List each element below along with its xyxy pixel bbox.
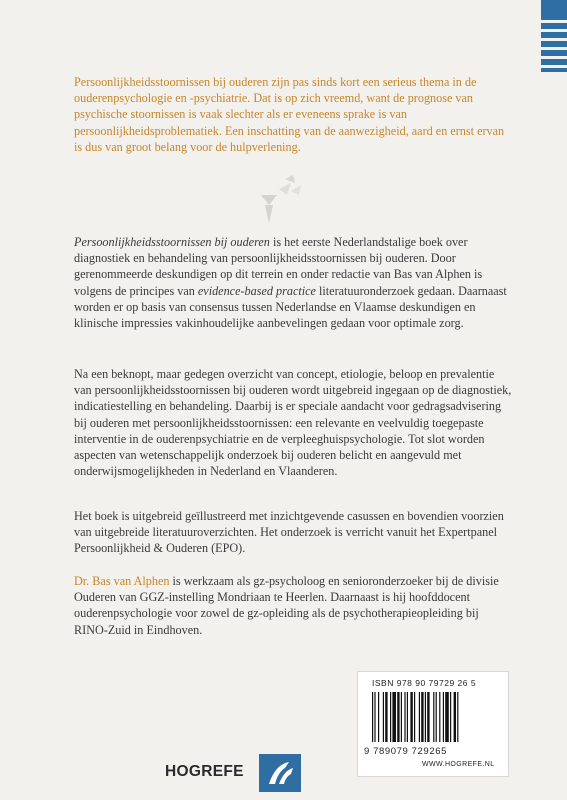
content-paragraph: Na een beknopt, maar gedegen overzicht van concept, etiologie, beloop en prevalentie van persoonlijkheidsstoornissen bij ouderen wordt uitgebreid ingegaan op de diagnostiek, indicatiestelling en behandeling. Daarbij is er speciale aandacht voor gedragsadvisering bij ouderen met persoonlijkheidsstoornissen: een relevante en veelvuldig toegepaste interventie in de ouderenpsychiatrie en de verpleeghuispsychologie. Tot slot worden aspecten van wetenschappelijk onderzoek bij ouderen belicht en aangevuld met onderwijsmogelijkheden in Nederland en Vlaanderen. <box>74 367 512 479</box>
book-title: Persoonlijkheidsstoornissen bij ouderen <box>74 235 270 249</box>
barcode-box <box>357 671 509 777</box>
publisher-name: HOGREFE <box>165 763 244 780</box>
tangram-motif-icon <box>255 175 305 225</box>
intro-paragraph: Persoonlijkheidsstoornissen bij ouderen zijn pas sinds kort een serieus thema in de ouderenpsychologie en -psychiatrie. Dat is op zich vreemd, want de prognose van psychische stoornissen is vaak slechter als er eveneens sprake is van persoonlijkheidsproblematiek. Een inschatting van de aanwezigheid, aard en ernst ervan is dus van groot belang voor de hulpverlening. <box>74 75 505 154</box>
author-name: Dr. Bas van Alphen <box>74 574 170 588</box>
isbn-label: ISBN 978 90 79729 26 5 <box>372 678 477 688</box>
barcode-bars <box>372 692 494 742</box>
author-paragraph: Dr. Bas van Alphen is werkzaam als gz-psycholoog en senioronderzoeker bij de divisie Ouderen van GGZ-instelling Mondriaan te Heerlen. Daarnaast is hij hoofddocent ouderenpsychologie voor zowel de gz-opleiding als de psychotherapieopleiding bij RINO-Zuid in Eindhoven. <box>74 574 499 637</box>
publisher-website: WWW.HOGREFE.NL <box>422 761 495 768</box>
ean-number: 9 789079 729265 <box>364 746 447 757</box>
corner-stripe-tab <box>541 0 567 72</box>
illustration-paragraph: Het boek is uitgebreid geïllustreerd met inzichtgevende casussen en bovendien voorzien van uitgebreide literatuuroverzichten. Het onderzoek is verricht vanuit het Expertpanel Persoonlijkheid & Ouderen (EPO). <box>74 509 504 556</box>
description-paragraph: Persoonlijkheidsstoornissen bij ouderen is het eerste Nederlandstalige boek over diagnostiek en behandeling van persoonlijkheidsstoornissen bij ouderen. Door gerenommeerde deskundigen op dit terrein en onder redactie van Bas van Alphen is volgens de principes van evidence-based practice literatuuronderzoek gedaan. Daarnaast worden er op basis van consensus tussen Nederlandse en Vlaamse deskundigen en klinische impressies vakinhoudelijke aanbevelingen gedaan voor optimale zorg. <box>74 235 507 331</box>
publisher-logo-icon <box>259 754 301 792</box>
